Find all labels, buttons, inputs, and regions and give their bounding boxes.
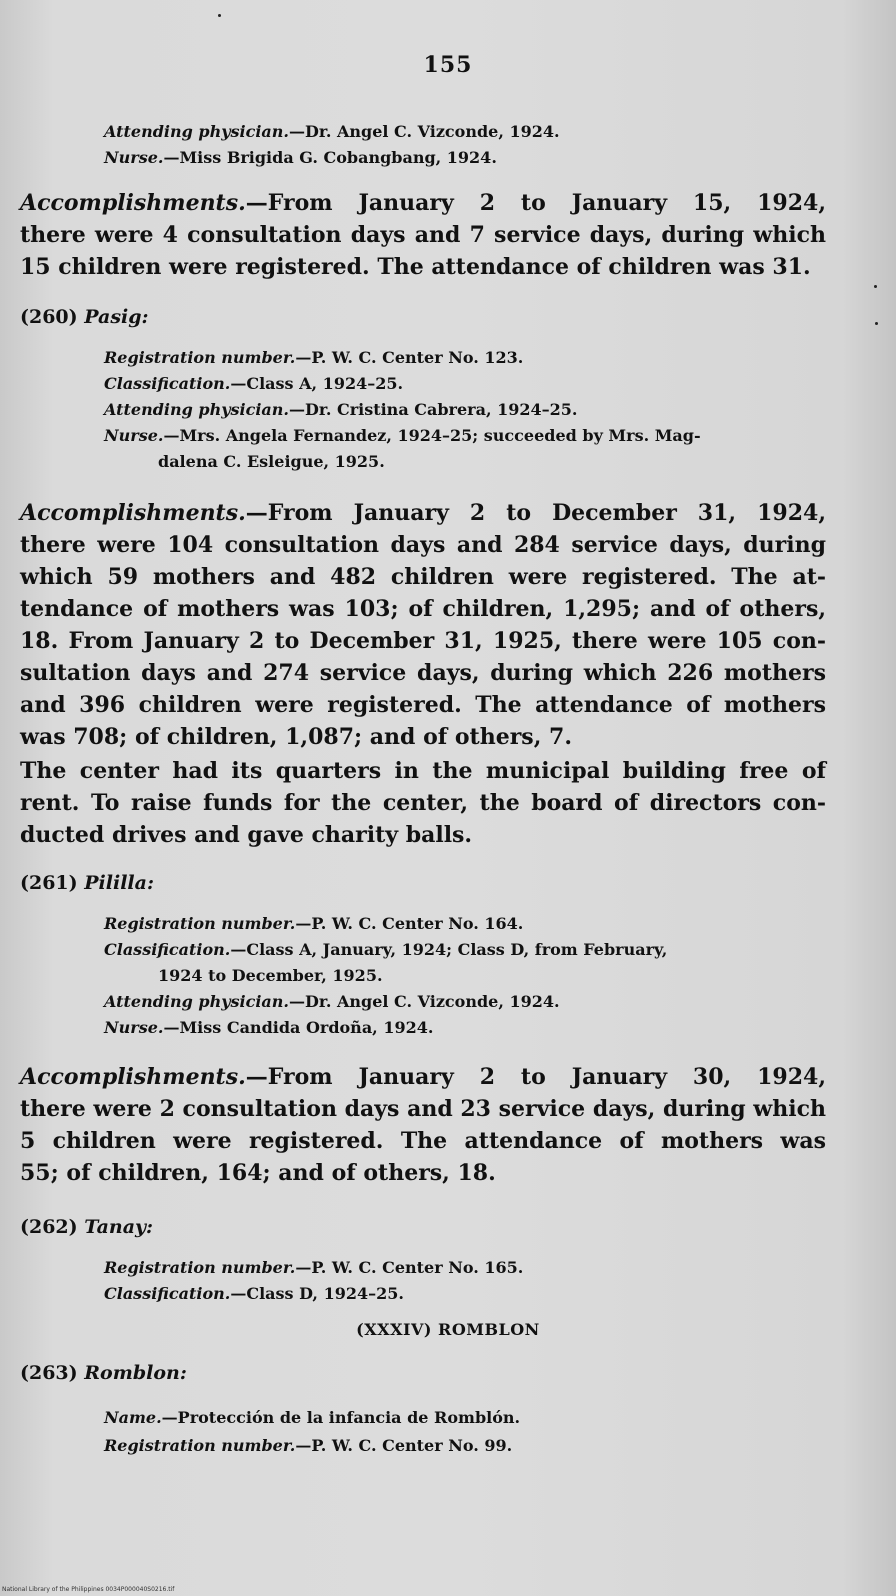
paragraph-line <box>20 790 826 816</box>
page-number: 155 <box>423 52 473 78</box>
metadata-line <box>104 1408 520 1427</box>
speck <box>875 322 878 325</box>
field-label: Accomplishments. <box>20 500 246 526</box>
entry-place-name: Pasig: <box>84 306 149 328</box>
line-text: ducted drives and gave charity balls. <box>20 822 473 848</box>
paragraph-line <box>20 660 826 686</box>
paragraph-line <box>20 190 826 216</box>
paragraph-line <box>20 222 826 248</box>
line-text: —Class A, 1924–25. <box>230 374 404 393</box>
line-text: tendance of mothers was 103; of children, 1,295; and of others, <box>20 596 826 622</box>
line-text: was 708; of children, 1,087; and of others, 7. <box>20 724 572 750</box>
metadata-line <box>104 1018 433 1037</box>
line-text: The center had its quarters in the municipal building free of <box>20 758 826 784</box>
field-label: Accomplishments. <box>20 1064 246 1090</box>
scan-footer: National Library of the Philippines 0034P000040S0216.tif <box>2 1586 175 1593</box>
line-text: —Dr. Cristina Cabrera, 1924–25. <box>288 400 578 419</box>
paragraph-line <box>20 532 826 558</box>
paragraph-line <box>20 822 826 848</box>
line-text: —Dr. Angel C. Vizconde, 1924. <box>288 122 560 141</box>
entry-place-name: Romblon: <box>84 1362 187 1384</box>
metadata-line <box>104 992 560 1011</box>
paragraph-line <box>20 1128 826 1154</box>
line-text: sultation days and 274 service days, during which 226 mothers <box>20 660 826 686</box>
line-text: —Miss Brigida G. Cobangbang, 1924. <box>163 148 497 167</box>
field-label: Registration number. <box>104 1258 296 1277</box>
field-label: Registration number. <box>104 1436 296 1455</box>
paragraph-line <box>20 500 826 526</box>
metadata-line <box>104 1436 512 1455</box>
field-label: Attending physician. <box>104 400 289 419</box>
field-label: Attending physician. <box>104 122 289 141</box>
line-text: 1924 to December, 1925. <box>158 966 383 985</box>
metadata-line <box>104 400 577 419</box>
field-label: Registration number. <box>104 914 296 933</box>
line-text: —P. W. C. Center No. 165. <box>295 1258 524 1277</box>
line-text: —Miss Candida Ordoña, 1924. <box>163 1018 434 1037</box>
field-label: Classification. <box>104 374 231 393</box>
paragraph-line <box>20 628 826 654</box>
line-text: which 59 mothers and 482 children were registered. The at- <box>20 564 826 590</box>
line-text: dalena C. Esleigue, 1925. <box>158 452 385 471</box>
metadata-line <box>158 452 385 471</box>
entry-number: (263) <box>20 1362 78 1384</box>
metadata-line <box>104 1258 523 1277</box>
line-text: —From January 2 to January 30, 1924, <box>245 1064 826 1090</box>
field-label: Name. <box>104 1408 162 1427</box>
field-label: Classification. <box>104 1284 231 1303</box>
line-text: —Mrs. Angela Fernandez, 1924–25; succeeded by Mrs. Mag- <box>163 426 701 445</box>
line-text: —From January 2 to December 31, 1924, <box>245 500 826 526</box>
metadata-line <box>104 426 701 445</box>
line-text: 55; of children, 164; and of others, 18. <box>20 1160 496 1186</box>
metadata-line <box>104 348 523 367</box>
section-heading <box>0 1320 896 1339</box>
metadata-line <box>104 1284 404 1303</box>
field-label: Registration number. <box>104 348 296 367</box>
field-label: Classification. <box>104 940 231 959</box>
line-text: —P. W. C. Center No. 164. <box>295 914 524 933</box>
line-text: there were 104 consultation days and 284 service days, during <box>20 532 826 558</box>
entry-heading <box>20 306 149 328</box>
entry-heading <box>20 1362 187 1384</box>
line-text: there were 2 consultation days and 23 service days, during which <box>20 1096 826 1122</box>
paragraph-line <box>20 1064 826 1090</box>
line-text: and 396 children were registered. The attendance of mothers <box>20 692 826 718</box>
paragraph-line <box>20 1160 826 1186</box>
field-label: Accomplishments. <box>20 190 246 216</box>
paragraph-line <box>20 692 826 718</box>
metadata-line <box>104 374 403 393</box>
field-label: Attending physician. <box>104 992 289 1011</box>
line-text: 15 children were registered. The attendance of children was 31. <box>20 254 811 280</box>
line-text: —Class D, 1924–25. <box>230 1284 404 1303</box>
metadata-line <box>104 940 667 959</box>
paragraph-line <box>20 724 826 750</box>
entry-number: (261) <box>20 872 78 894</box>
line-text: —Dr. Angel C. Vizconde, 1924. <box>288 992 560 1011</box>
line-text: 5 children were registered. The attendance of mothers was <box>20 1128 826 1154</box>
paragraph-line <box>20 564 826 590</box>
metadata-line <box>104 122 560 141</box>
line-text: (XXXIV) ROMBLON <box>356 1320 540 1339</box>
metadata-line <box>104 148 497 167</box>
line-text: —P. W. C. Center No. 99. <box>295 1436 513 1455</box>
field-label: Nurse. <box>104 1018 164 1037</box>
paragraph-line <box>20 254 826 280</box>
speck <box>218 14 221 17</box>
paragraph-line <box>20 758 826 784</box>
line-text: —P. W. C. Center No. 123. <box>295 348 524 367</box>
field-label: Nurse. <box>104 148 164 167</box>
line-text: 18. From January 2 to December 31, 1925, there were 105 con- <box>20 628 826 654</box>
field-label: Nurse. <box>104 426 164 445</box>
line-text: —Protección de la infancia de Romblón. <box>161 1408 521 1427</box>
speck <box>874 285 877 288</box>
line-text: —From January 2 to January 15, 1924, <box>245 190 826 216</box>
line-text: —Class A, January, 1924; Class D, from February, <box>230 940 668 959</box>
metadata-line <box>104 914 523 933</box>
line-text: there were 4 consultation days and 7 service days, during which <box>20 222 826 248</box>
entry-heading <box>20 1216 153 1238</box>
line-text: rent. To raise funds for the center, the board of directors con- <box>20 790 826 816</box>
metadata-line <box>158 966 383 985</box>
entry-number: (262) <box>20 1216 78 1238</box>
entry-heading <box>20 872 154 894</box>
paragraph-line <box>20 1096 826 1122</box>
paragraph-line <box>20 596 826 622</box>
entry-place-name: Pililla: <box>84 872 154 894</box>
entry-number: (260) <box>20 306 78 328</box>
entry-place-name: Tanay: <box>84 1216 154 1238</box>
